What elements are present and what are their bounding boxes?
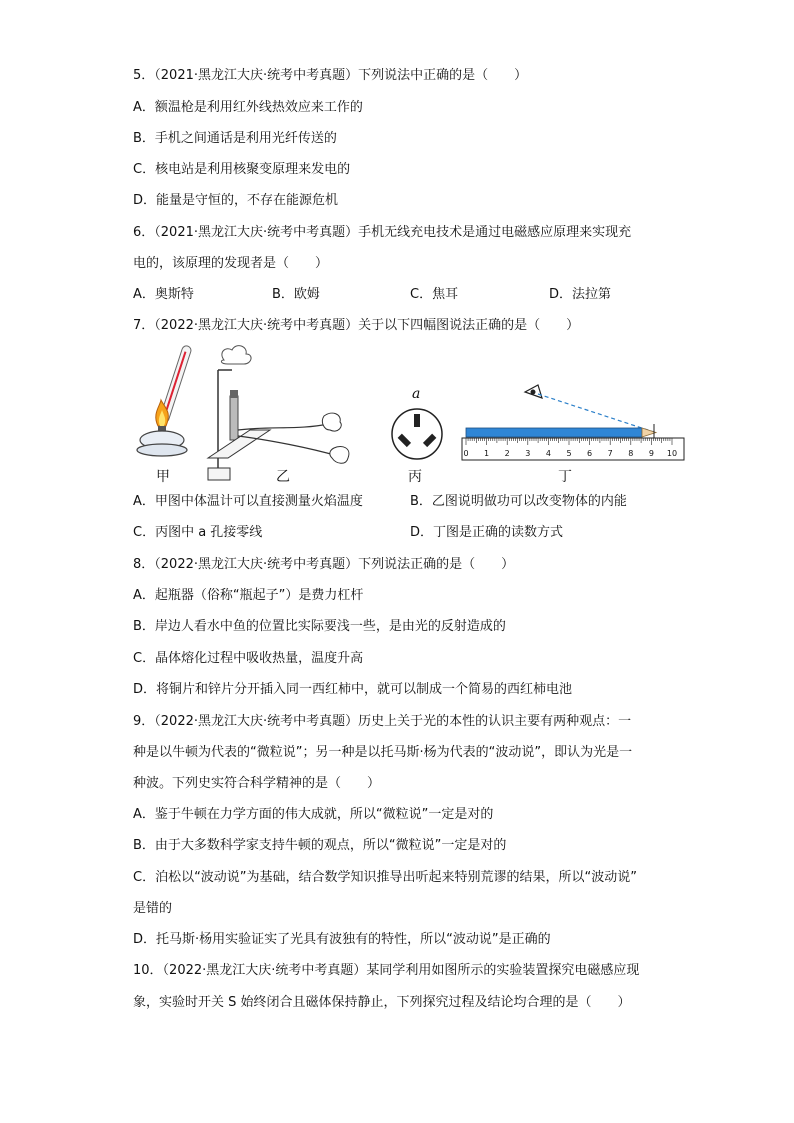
three-hole-socket-diagram bbox=[392, 409, 442, 459]
q7-stem: 7．（2022·黑龙江大庆·统考中考真题）关于以下四幅图说法正确的是（ ） bbox=[133, 318, 580, 333]
q5-option-d: D．能量是守恒的，不存在能源危机 bbox=[133, 193, 339, 208]
q9-stem-line1: 9．（2022·黑龙江大庆·统考中考真题）历史上关于光的本性的认识主要有两种观点：一 bbox=[133, 714, 632, 729]
ruler-tick-label: 2 bbox=[504, 449, 510, 458]
ruler-tick-label: 7 bbox=[607, 449, 613, 458]
pencil-ruler-reading-diagram bbox=[462, 385, 684, 460]
q7-figure bbox=[120, 340, 690, 486]
ruler-tick-label: 10 bbox=[666, 449, 678, 458]
q6-option-b: B．欧姆 bbox=[272, 287, 320, 302]
q9-option-d: D．托马斯·杨用实验证实了光具有波独有的特性，所以“波动说”是正确的 bbox=[133, 932, 551, 947]
ruler-tick-label: 0 bbox=[463, 449, 469, 458]
q6-option-d: D．法拉第 bbox=[549, 287, 612, 302]
q6-stem-line1: 6．（2021·黑龙江大庆·统考中考真题）手机无线充电技术是通过电磁感应原理来实现充 bbox=[133, 225, 632, 240]
ruler-tick-label: 4 bbox=[545, 449, 551, 458]
q7-option-d: D．丁图是正确的读数方式 bbox=[410, 525, 564, 540]
q5-option-c: C．核电站是利用核聚变原理来发电的 bbox=[133, 162, 351, 177]
q5-option-a: A．额温枪是利用红外线热效应来工作的 bbox=[133, 100, 363, 115]
ruler-tick-label: 9 bbox=[648, 449, 654, 458]
rope-friction-tube-diagram bbox=[208, 346, 349, 480]
q8-stem: 8．（2022·黑龙江大庆·统考中考真题）下列说法正确的是（ ） bbox=[133, 557, 515, 572]
ruler-tick-label: 6 bbox=[587, 449, 593, 458]
q9-option-c-line2: 是错的 bbox=[133, 901, 173, 916]
figure-caption-ding: 丁 bbox=[558, 469, 572, 485]
q6-option-c: C．焦耳 bbox=[410, 287, 459, 302]
ruler-tick-label: 1 bbox=[484, 449, 490, 458]
figure-caption-yi: 乙 bbox=[276, 469, 290, 485]
q6-stem-line2: 电的，该原理的发现者是（ ） bbox=[133, 256, 329, 271]
q9-option-c-line1: C．泊松以“波动说”为基础，结合数学知识推导出听起来特别荒谬的结果，所以“波动说” bbox=[133, 870, 638, 885]
q9-stem-line2: 种是以牛顿为代表的“微粒说”；另一种是以托马斯·杨为代表的“波动说”，即认为光是一 bbox=[133, 745, 633, 760]
ruler-tick-label: 8 bbox=[628, 449, 634, 458]
ruler-tick-label: 3 bbox=[525, 449, 531, 458]
q8-option-d: D．将铜片和锌片分开插入同一西红柿中，就可以制成一个简易的西红柿电池 bbox=[133, 682, 573, 697]
figure-caption-bing: 丙 bbox=[408, 469, 422, 485]
q8-option-c: C．晶体熔化过程中吸收热量，温度升高 bbox=[133, 651, 364, 666]
figure-caption-jia: 甲 bbox=[156, 469, 170, 485]
thermometer-over-flame-diagram bbox=[137, 345, 192, 456]
q7-option-b: B．乙图说明做功可以改变物体的内能 bbox=[410, 494, 627, 509]
q9-stem-line3: 种波。下列史实符合科学精神的是（ ） bbox=[133, 776, 381, 791]
q7-option-a: A．甲图中体温计可以直接测量火焰温度 bbox=[133, 494, 363, 509]
q9-option-b: B．由于大多数科学家支持牛顿的观点，所以“微粒说”一定是对的 bbox=[133, 838, 507, 853]
q7-option-c: C．丙图中 a 孔接零线 bbox=[133, 525, 263, 540]
q10-stem-line1: 10．（2022·黑龙江大庆·统考中考真题）某同学利用如图所示的实验装置探究电磁感应现 bbox=[133, 963, 640, 978]
ruler-tick-label: 5 bbox=[566, 449, 572, 458]
q10-stem-line2: 象，实验时开关 S 始终闭合且磁体保持静止，下列探究过程及结论均合理的是（ ） bbox=[133, 995, 631, 1010]
q8-option-a: A．起瓶器（俗称“瓶起子”）是费力杠杆 bbox=[133, 588, 364, 603]
q9-option-a: A．鉴于牛顿在力学方面的伟大成就，所以“微粒说”一定是对的 bbox=[133, 807, 494, 822]
q5-option-b: B．手机之间通话是利用光纤传送的 bbox=[133, 131, 337, 146]
q6-option-a: A．奥斯特 bbox=[133, 287, 194, 302]
q8-option-b: B．岸边人看水中鱼的位置比实际要浅一些，是由光的反射造成的 bbox=[133, 619, 506, 634]
socket-hole-label: a bbox=[412, 386, 421, 402]
q5-stem: 5．（2021·黑龙江大庆·统考中考真题）下列说法中正确的是（ ） bbox=[133, 68, 528, 83]
